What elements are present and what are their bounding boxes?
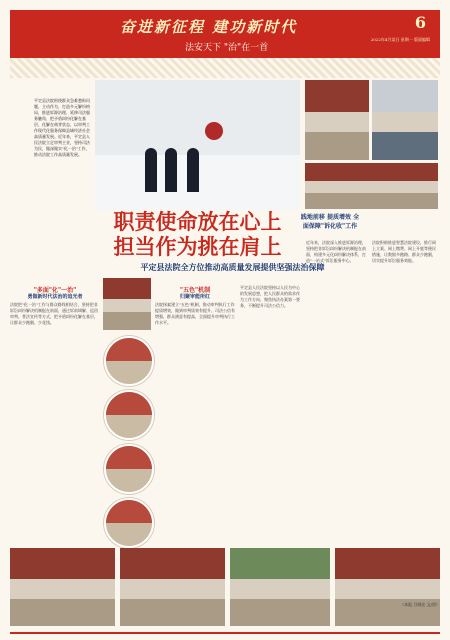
section-left-subheading: 勇做新时代法治的追光者 [27,294,83,300]
headline-line-2: 担当作为挑在肩上 [113,234,282,259]
masthead-slogan: 奋进新征程 建功新时代 [120,18,298,36]
lead-paragraph: 平定县法院围绕群众急难愁盼问题，主动作为，打造多元解纷格局，推进诉源治理，延伸司法服务触角，把矛盾纠纷化解在基层、化解在萌芽状态，以审判工作现代化服务保障县域经济社会高质量发展。近年来，平定县人民法院立足审判主业，坚持司法为民，做深做实"化一治"工作，推动法院工作高质量发展。 [34,98,90,157]
decorative-pattern [10,58,440,78]
section-mid-text: 法院探索建立"五色"机制，推动审判执行工作提质增效，做到审判质效有提升、司法公信有增强、群众满意有提高，全面提升审判执行工作水平。 [155,302,235,325]
photo-circle-1 [104,336,154,386]
photo-court-sign [103,278,151,330]
photo-circle-3 [104,444,154,494]
main-text-col-c: 法院积极推进智慧法院建设，推行网上立案、网上缴费、网上开庭等便民措施，让数据多跑路、群众少跑腿，切实提升诉讼服务效能。 [372,240,436,263]
headline-subtitle: 平定县法院全方位推动高质量发展提供坚强法治保障 [140,262,325,272]
section-left-text: 法院把"化一治"工作与群众路线相结合，坚持把非诉讼纠纷解决机制挺在前面，通过诉前调解、巡回审判、普法宣传等方式，把矛盾纠纷化解在基层，让群众少跑腿、少花钱。 [10,302,98,325]
hero-photo [95,80,300,210]
section-left-heading: "多面"化"一治" [33,287,77,294]
photo-bottom-3 [230,548,330,626]
seal-icon [205,122,223,140]
photo-meeting [305,163,438,209]
footer-rule [10,632,440,634]
photo-bottom-1 [10,548,115,626]
masthead-tagline: 法安天下 "治"在一首 [185,43,269,53]
byline: （本报 吕晓宏 文/图） [400,602,440,607]
section-mid-heading: "五色"机制 [179,287,211,294]
masthead-banner [10,10,440,58]
headline [95,210,300,262]
photo-bottom-4 [335,548,440,626]
right-caption: 践地前移 提质增效 全面保障"诉化收"工作 [300,214,360,230]
photo-ceremony [305,80,369,160]
headline-line-1: 职责使命放在心上 [113,209,282,234]
photo-bottom-2 [120,548,225,626]
dateline: 2022年4月某日 星期一 版面编辑 [370,37,430,42]
section-mid-subheading: 归聚审能所红 [179,294,210,300]
main-text-col-b: 近年来，法院深入推进诉源治理，坚持把非诉讼纠纷解决机制挺在前面，构建多元化纠纷解决体系，打造"一站式"诉讼服务中心。 [306,240,366,263]
photo-circle-4 [104,498,154,548]
page-number: 6 [414,13,426,32]
main-text-col-a: 平定县人民法院坚持以人民为中心的发展思想，把人民群众的需求作为工作方向，聚焦执法办案第一要务，不断提升司法公信力。 [240,285,300,308]
photo-circle-2 [104,390,154,440]
photo-office [372,80,438,160]
